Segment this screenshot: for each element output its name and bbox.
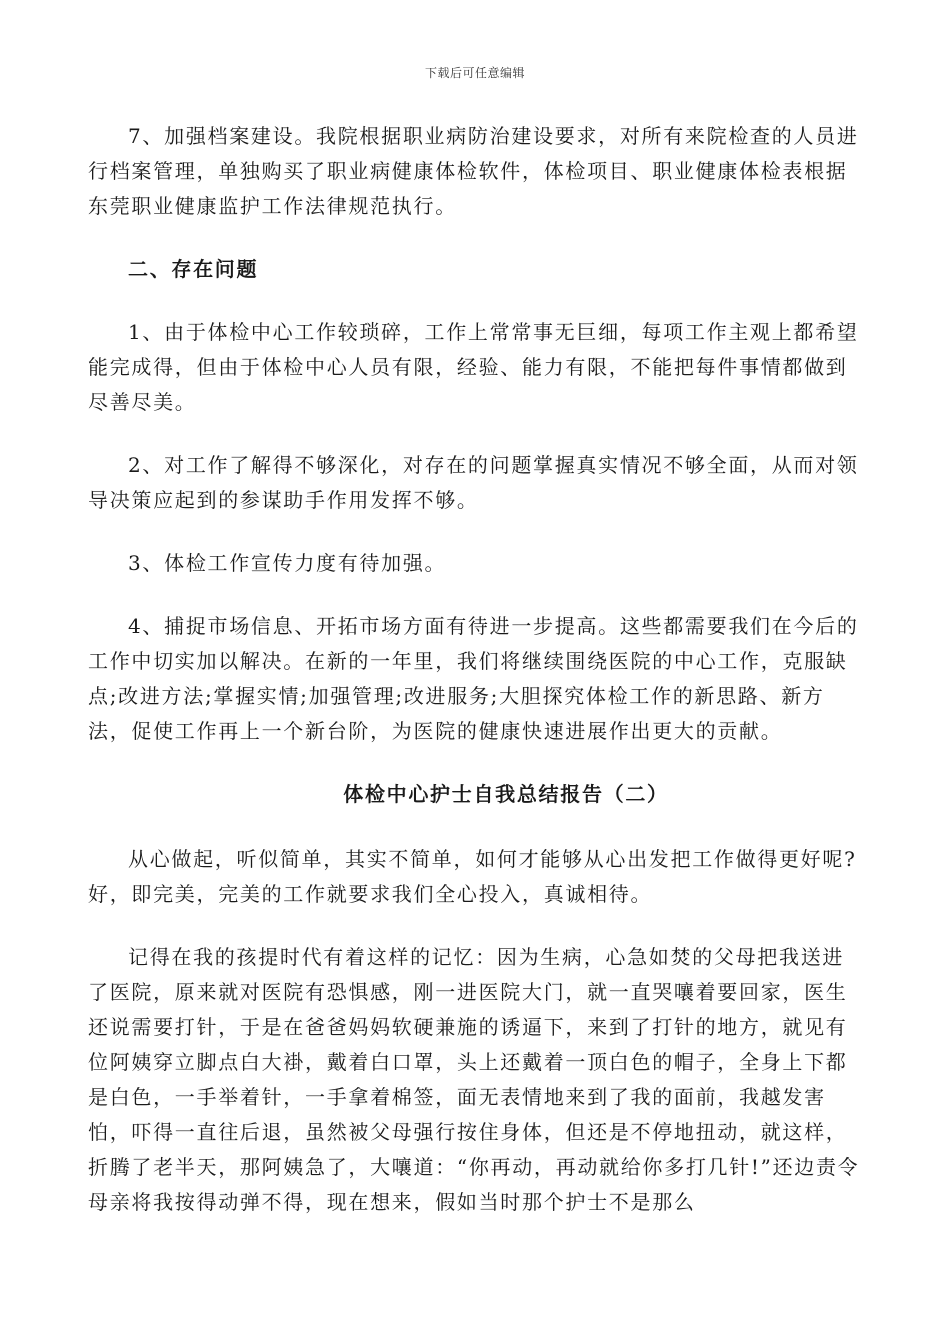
report-title-2: 体检中心护士自我总结报告（二） [343,782,669,806]
paragraph-memory: 记得在我的孩提时代有着这样的记忆：因为生病，心急如焚的父母把我送进了医院，原来就对医院有恐惧感，刚一进医院大门，就一直哭嚷着要回家，医生还说需要打针，于是在爸爸妈妈软硬兼施的诱逼下，来到了打针的地方，就见有位阿姨穿立脚点白大褂，戴着白口罩，头上还戴着一顶白色的帽子，全身上下都是白色，一手举着针，一手拿着棉签，面无表情地来到了我的面前，我越发害怕，吓得一直往后退，虽然被父母强行按住身体，但还是不停地扭动，就这样，折腾了老半天，那阿姨急了，大嚷道：“你再动，再动就给你多打几针!”还边责令母亲将我按得动弹不得，现在想来，假如当时那个护士不是那么 [88,945,860,1214]
paragraph-problem-4: 4、捕捉市场信息、开拓市场方面有待进一步提高。这些都需要我们在今后的工作中切实加以解决。在新的一年里，我们将继续围绕医院的中心工作，克服缺点;改进方法;掌握实情;加强管理;改进服务;大胆探究体检工作的新思路、新方法，促使工作再上一个新台阶，为医院的健康快速进展作出更大的贡献。 [88,614,859,743]
paragraph-problem-1: 1、由于体检中心工作较琐碎，工作上常常事无巨细，每项工作主观上都希望能完成得，但由于体检中心人员有限，经验、能力有限，不能把每件事情都做到尽善尽美。 [88,320,859,414]
paragraph-archive-construction: 7、加强档案建设。我院根据职业病防治建设要求，对所有来院检查的人员进行档案管理，单独购买了职业病健康体检软件，体检项目、职业健康体检表根据东莞职业健康监护工作法律规范执行。 [88,124,859,218]
section-heading-problems: 二、存在问题 [128,257,259,281]
document-body [88,119,864,1248]
header-note: 下载后可任意编辑 [424,66,525,80]
paragraph-intro: 从心做起，听似简单，其实不简单，如何才能够从心出发把工作做得更好呢?好，即完美，完美的工作就要求我们全心投入，真诚相待。 [88,847,857,906]
paragraph-problem-3: 3、体检工作宣传力度有待加强。 [128,551,447,575]
paragraph-problem-2: 2、对工作了解得不够深化，对存在的问题掌握真实情况不够全面，从而对领导决策应起到的参谋助手作用发挥不够。 [88,453,859,512]
